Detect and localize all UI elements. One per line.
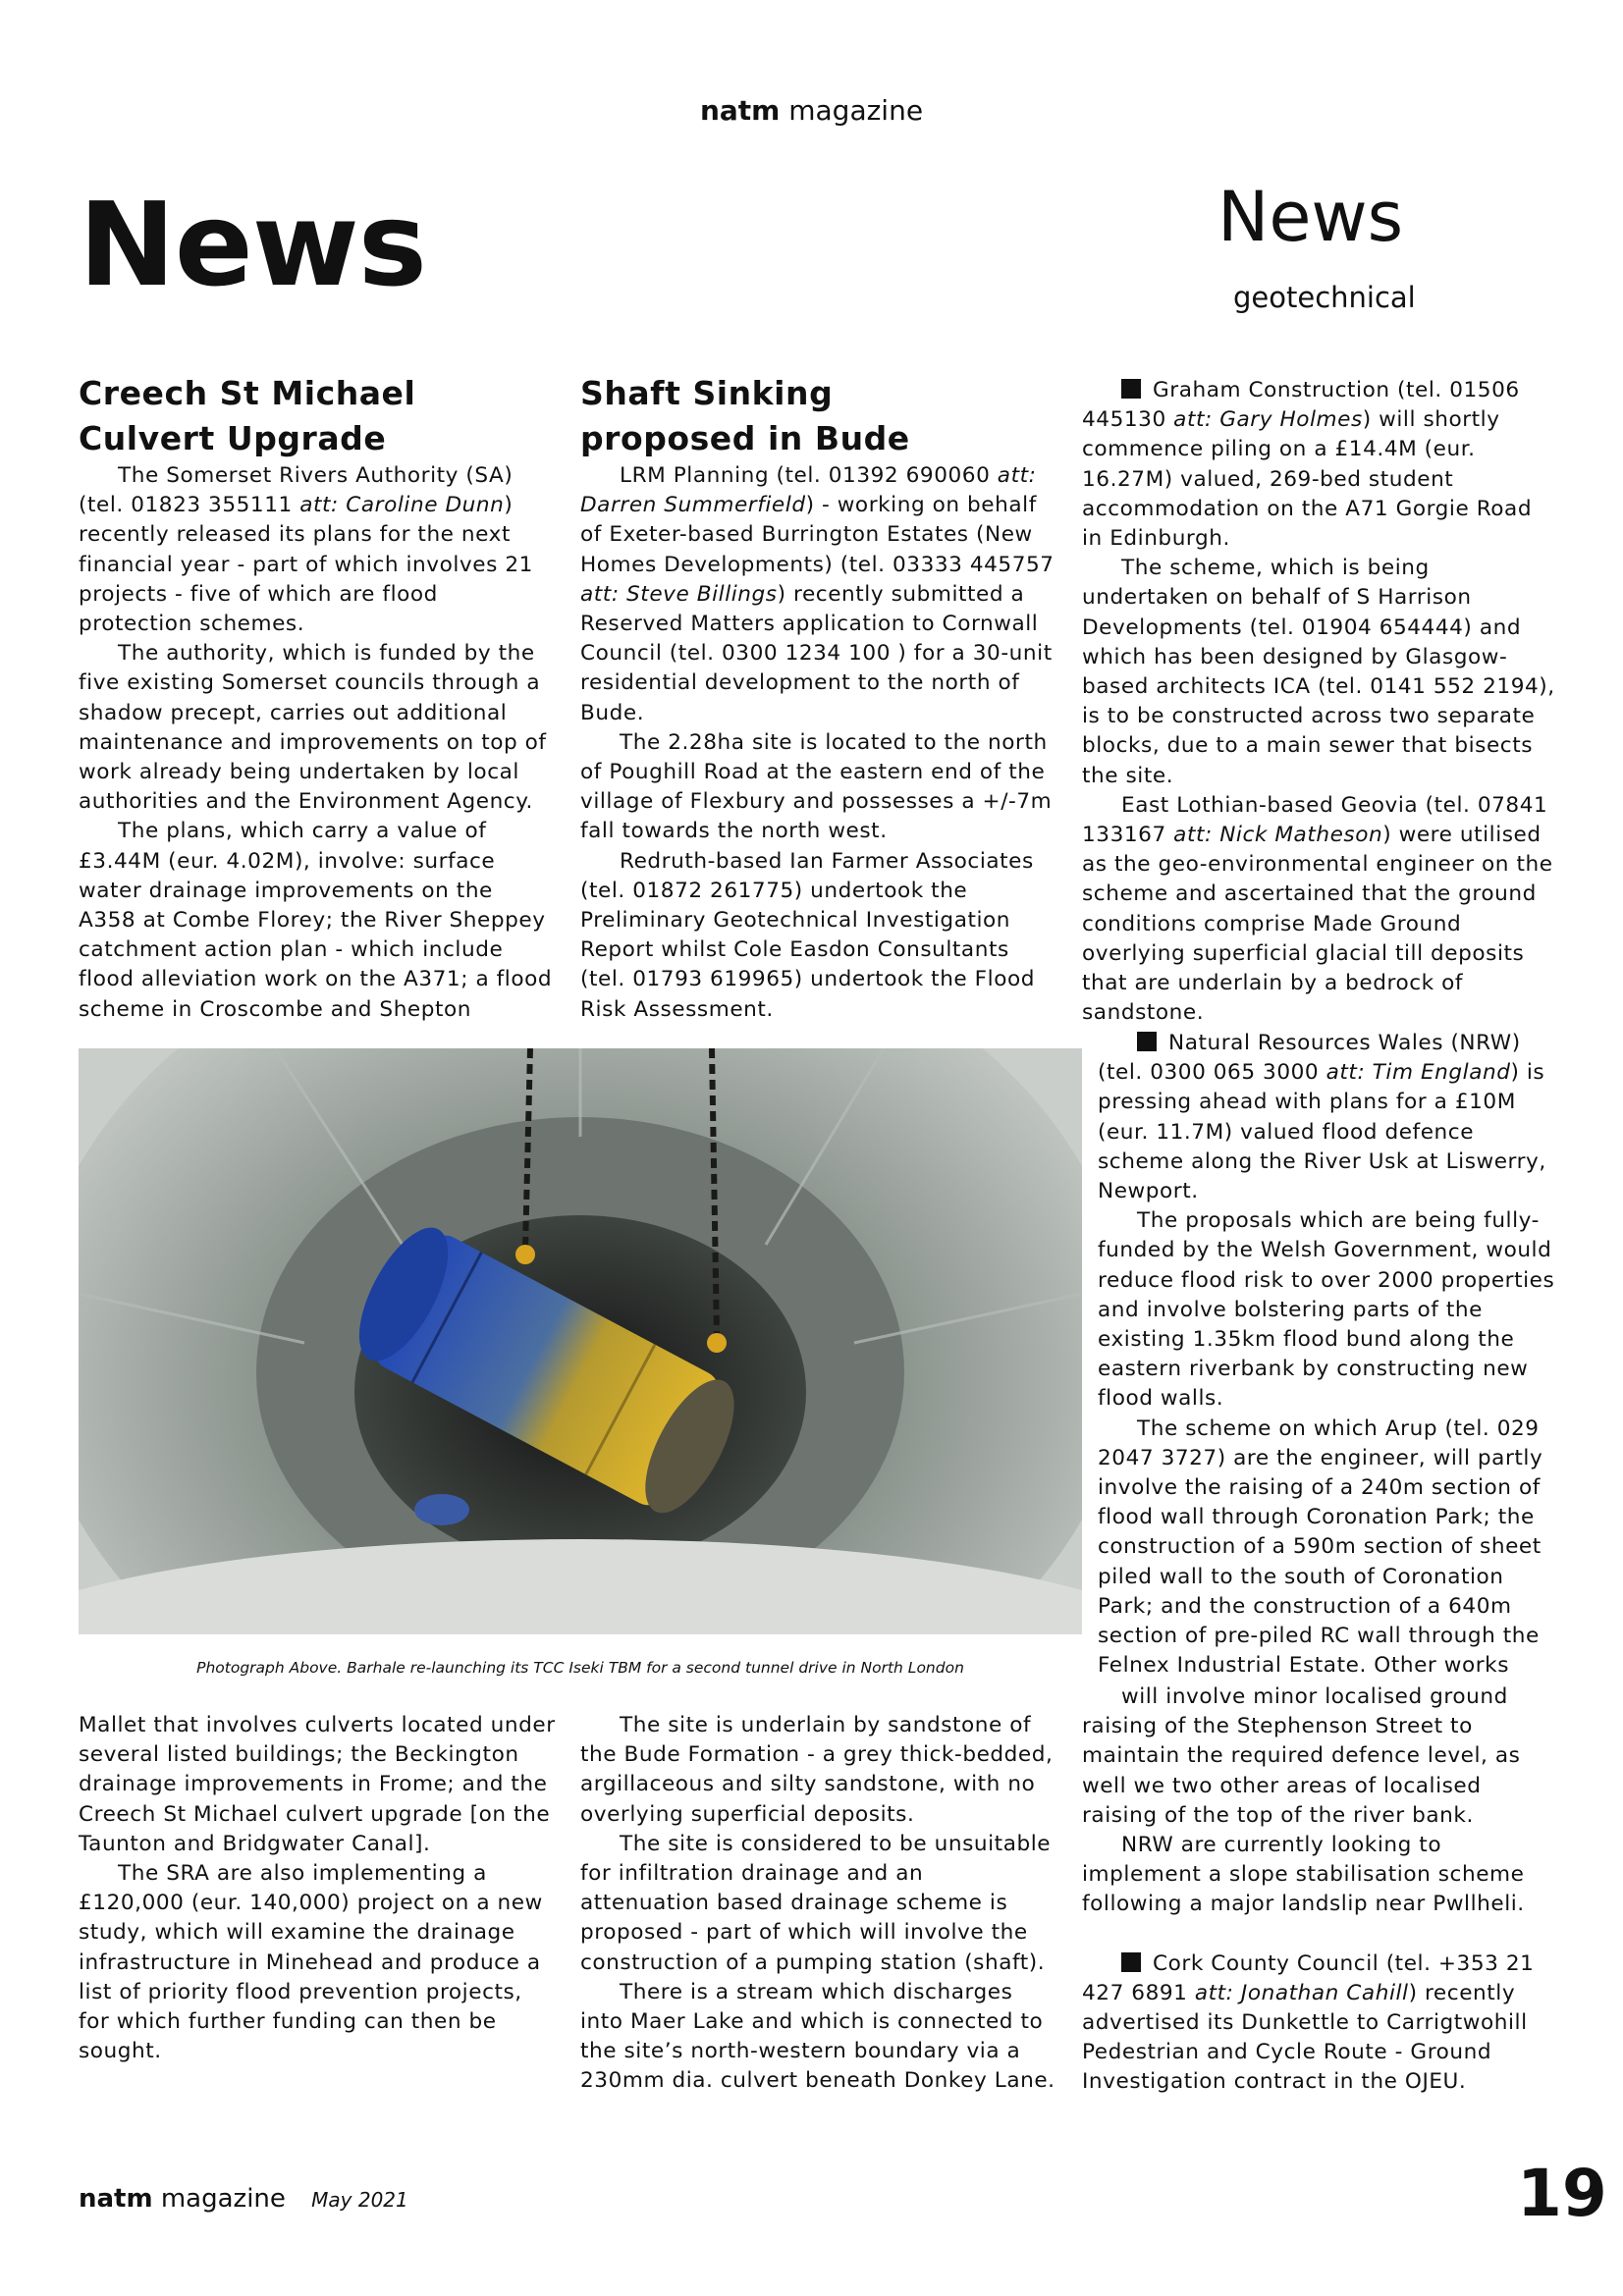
paragraph: NRW are currently looking to implement a slope stabilisation scheme following a major landslip near Pwllheli. [1082, 1833, 1525, 1917]
paragraph: The scheme, which is being undertaken on behalf of S Harrison Developments (tel. 01904 654444) and which has been designed by Glasgow-based architects ICA (tel. 0141 552 2194), is to be constructed across two separate blocks, due to a main sewer that bisects the site. [1082, 556, 1555, 788]
news-graham [1082, 376, 1559, 1028]
paragraph: will involve minor localised ground raising of the Stephenson Street to maintain the required defence level, as well we two other areas of localised raising of the top of the river bank. [1082, 1684, 1521, 1828]
paragraph [79, 461, 556, 639]
contact-name: att: Tim England [1325, 1060, 1511, 1086]
text: East Lothian-based Geovia (tel. 07841 133167 [1082, 792, 1548, 848]
brand-suffix: magazine [788, 94, 924, 127]
paragraph: Mallet that involves culverts located under several listed buildings; the Beckington drainage improvements in Frome; and the Creech St Michael culvert upgrade [on the Taunton and Bridgwater Canal]. [79, 1713, 556, 1856]
paragraph [1082, 1949, 1559, 2098]
paragraph [1082, 791, 1559, 1029]
paragraph: The proposals which are being fully-funded by the Welsh Government, would reduce flood risk to over 2000 properties and involve bolstering parts of the existing 1.35km flood bund along the eastern riverbank by constructing new flood walls. [1098, 1208, 1555, 1412]
bullet-square-icon [1121, 379, 1141, 399]
brand-name: natm [79, 2184, 153, 2214]
text: The Somerset Rivers Authority (SA) (tel. 01823 355111 [79, 463, 514, 518]
paragraph: The 2.28ha site is located to the north of Poughill Road at the eastern end of the village of Flexbury and possesses a +/-7m fall towards the north west. [580, 729, 1053, 844]
section-subtitle: geotechnical [1233, 281, 1416, 314]
paragraph: The site is underlain by sandstone of the Bude Formation - a grey thick-bedded, argillaceous and silty sandstone, with no overlying superficial deposits. [580, 1713, 1054, 1827]
news-nrw [1098, 1029, 1559, 1681]
heading-line: Shaft Sinking [580, 374, 834, 412]
paragraph: There is a stream which discharges into Maer Lake and which is connected to the site’s north-western boundary via a 230mm dia. culvert beneath Donkey Lane. [580, 1979, 1055, 2094]
article-creech-bottom [79, 1711, 556, 2066]
heading-line: Creech St Michael [79, 374, 416, 412]
text: Natural Resources Wales (NRW) (tel. 0300 065 3000 [1098, 1031, 1521, 1086]
heading-line: Culvert Upgrade [79, 419, 387, 457]
paragraph [580, 461, 1057, 728]
paragraph [1082, 376, 1559, 554]
news-nrw-continued [1082, 1682, 1559, 2098]
article-creech-top [79, 371, 556, 1025]
text: ) were utilised as the geo-environmental engineer on the scheme and ascertained that the ground conditions comprise Made Ground overlying superficial glacial till deposits that are underlain by a bedrock of sandstone. [1082, 823, 1553, 1026]
article-bude-top [580, 371, 1057, 1025]
paragraph: Redruth-based Ian Farmer Associates (tel. 01872 261775) undertook the Preliminary Geotechnical Investigation Report whilst Cole Easdon Consultants (tel. 01793 619965) undertook the Flood Risk Assessment. [580, 848, 1035, 1022]
contact-name: att: Caroline Dunn [299, 493, 505, 518]
contact-name: att: Steve Billings [580, 581, 778, 607]
heading-line: proposed in Bude [580, 419, 910, 457]
page-title: News [79, 177, 427, 312]
text: Graham Construction (tel. 01506 445130 [1082, 378, 1520, 433]
page-number: 19 [1517, 2156, 1607, 2231]
photo-caption: Photograph Above. Barhale re-launching its TCC Iseki TBM for a second tunnel drive in North London [196, 1659, 964, 1677]
paragraph: The plans, which carry a value of £3.44M (eur. 4.02M), involve: surface water drainage improvements on the A358 at Combe Florey; the River Sheppey catchment action plan - which include flood alleviation work on the A371; a flood scheme in Croscombe and Shepton [79, 819, 553, 1022]
section-title: News [1217, 177, 1404, 257]
paragraph: The site is considered to be unsuitable for infiltration drainage and an attenuation based drainage scheme is proposed - part of which will involve the construction of a pumping station (shaft). [580, 1831, 1052, 1975]
footer-brand [79, 2184, 408, 2214]
contact-name: att: Darren Summerfield [580, 463, 1037, 518]
contact-name: att: Gary Holmes [1173, 407, 1363, 433]
article-heading [79, 371, 556, 461]
text: ) - working on behalf of Exeter-based Burrington Estates (New Homes Developments) (tel. 03333 445757 [580, 493, 1055, 577]
paragraph: The SRA are also implementing a £120,000 (eur. 140,000) project on a new study, which will examine the drainage infrastructure in Minehead and produce a list of priority flood prevention projects, for which further funding can then be sought. [79, 1861, 543, 2064]
text: Cork County Council (tel. +353 21 427 6891 [1082, 1950, 1535, 2005]
brand-name: natm [699, 94, 781, 127]
contact-name: att: Jonathan Cahill [1194, 1980, 1409, 2005]
text: ) recently released its plans for the next financial year - part of which involves 21 projects - five of which are flood protection schemes. [79, 493, 533, 637]
contact-name: att: Nick Matheson [1173, 823, 1383, 848]
text: ) recently advertised its Dunkettle to Carrigtwohill Pedestrian and Cycle Route - Ground Investigation contract in the OJEU. [1082, 1980, 1528, 2095]
issue-date: May 2021 [311, 2188, 408, 2212]
tbm-photo [79, 1048, 1082, 1634]
text: ) recently submitted a Reserved Matters application to Cornwall Council (tel. 0300 1234 100 ) for a 30-unit residential development to the north of Bude. [580, 581, 1053, 725]
brand-suffix: magazine [160, 2184, 286, 2214]
paragraph: The authority, which is funded by the five existing Somerset councils through a shadow precept, carries out additional maintenance and improvements on top of work already being undertaken by local authorities and the Environment Agency. [79, 641, 547, 815]
paragraph: The scheme on which Arup (tel. 029 2047 3727) are the engineer, will partly involve the raising of a 240m section of flood wall through Coronation Park; the construction of a 590m section of sheet piled wall to the south of Coronation Park; and the construction of a 640m section of pre-piled RC wall through the Felnex Industrial Estate. Other works [1098, 1415, 1543, 1679]
paragraph [1098, 1029, 1559, 1206]
text: ) is pressing ahead with plans for a £10M (eur. 11.7M) valued flood defence scheme along the River Usk at Liswerry, Newport. [1098, 1060, 1546, 1204]
text: ) will shortly commence piling on a £14.4M (eur. 16.27M) valued, 269-bed student accommodation on the A71 Gorgie Road in Edinburgh. [1082, 407, 1533, 552]
article-bude-bottom [580, 1711, 1057, 2097]
shaft-photo-illustration [79, 1048, 1082, 1634]
text: LRM Planning (tel. 01392 690060 [620, 463, 998, 488]
bullet-square-icon [1137, 1032, 1157, 1051]
header-brand [0, 94, 1623, 127]
bullet-square-icon [1121, 1952, 1141, 1972]
article-heading [580, 371, 1057, 461]
